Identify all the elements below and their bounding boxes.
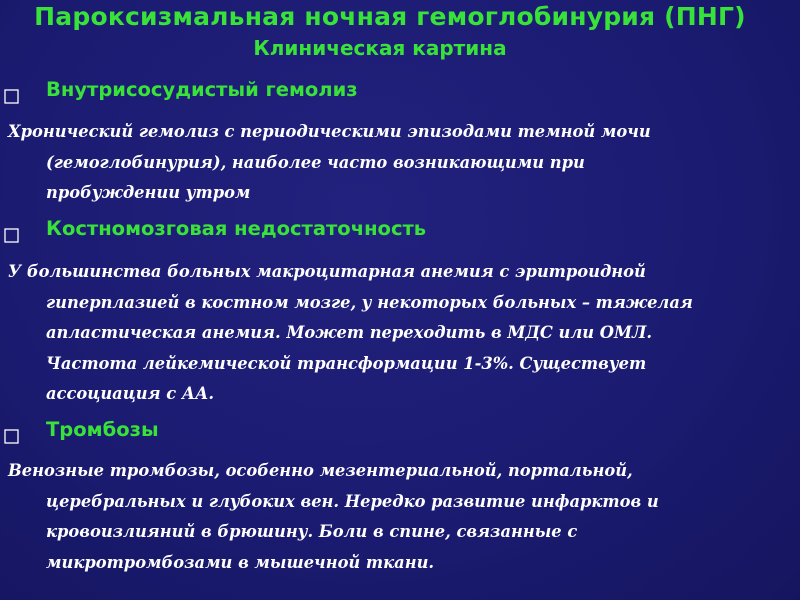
section-paragraph-marrow-failure [8,257,778,410]
paragraph-line: Частота лейкемической трансформации 1-3%. Существует [46,353,647,373]
paragraph-line: Венозные тромбозы, особенно мезентериальной, портальной, [8,461,633,480]
section-heading-text: Тромбозы [46,418,159,441]
box-bullet-icon [4,222,19,237]
slide-title: Пароксизмальная ночная гемоглобинурия (ПНГ) [34,2,746,31]
paragraph-line: микротромбозами в мышечной ткани. [46,552,435,572]
paragraph-line: Хронический гемолиз с периодическими эпизодами темной мочи [8,122,651,141]
slide-subtitle: Клиническая картина [253,36,507,60]
paragraph-line: апластическая анемия. Может переходить в МДС или ОМЛ. [46,323,653,342]
paragraph-line: (гемоглобинурия), наиболее часто возникающими при [46,152,585,172]
box-bullet-icon [4,83,19,98]
section-paragraph-hemolysis [8,117,778,209]
paragraph-line: кровоизлияний в брюшину. Боли в спине, связанные с [46,522,578,541]
box-bullet-icon [4,423,19,438]
section-heading-text: Внутрисосудистый гемолиз [46,78,358,101]
section-paragraph-thrombosis [8,456,778,578]
section-heading-text: Костномозговая недостаточность [46,217,427,240]
paragraph-line: церебральных и глубоких вен. Нередко развитие инфарктов и [46,491,659,511]
paragraph-line: У большинства больных макроцитарная анемия с эритроидной [8,262,646,281]
paragraph-line: пробуждении утром [46,183,251,202]
paragraph-line: гиперплазией в костном мозге, у некоторых больных – тяжелая [46,292,693,312]
paragraph-line: ассоциация с АА. [46,384,215,403]
